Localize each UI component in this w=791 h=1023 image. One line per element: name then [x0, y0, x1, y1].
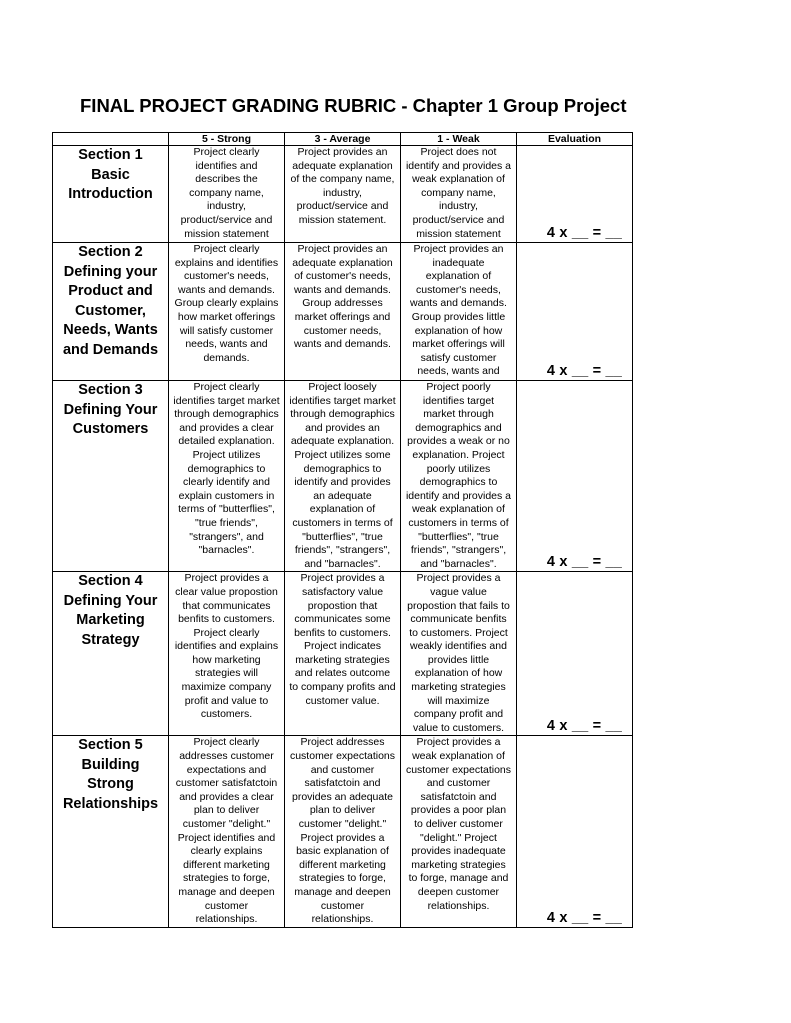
header-strong: 5 - Strong [169, 133, 285, 146]
criteria-strong-line: terms of "butterflies", [178, 503, 275, 516]
criteria-strong-line: Project provides a [184, 572, 269, 585]
score-formula: 4 x __ = __ [546, 910, 622, 927]
header-weak: 1 - Weak [401, 133, 517, 146]
criteria-average-line: customer value. [305, 694, 380, 707]
section-title-line: Basic [91, 166, 130, 183]
criteria-average-line: basic explanation of [296, 845, 389, 858]
criteria-weak-line: explanation of [425, 270, 492, 283]
section-title-line: Customers [72, 421, 149, 437]
criteria-weak-line: satisfatctoin and [420, 790, 497, 803]
criteria-average-line: industry, [323, 186, 362, 199]
header-section [53, 133, 169, 146]
criteria-weak-line: Project provides an [413, 243, 504, 255]
criteria-weak-line: to customers. Project [409, 626, 508, 639]
criteria-strong-line: Project clearly [193, 626, 260, 639]
criteria-strong-line: how market offerings [177, 310, 276, 323]
criteria-strong-line: different marketing [183, 858, 270, 871]
section-title [53, 146, 169, 243]
criteria-weak-line: vague value [430, 585, 487, 598]
criteria-weak-line: mission statement [416, 227, 501, 240]
criteria-strong-line: that communicates [182, 599, 271, 612]
criteria-strong [169, 381, 285, 572]
criteria-weak-line: product/service and [412, 213, 505, 226]
rubric-row-section-4 [53, 572, 633, 736]
criteria-strong-line: clear value propostion [175, 585, 278, 598]
score-formula: 4 x __ = __ [546, 363, 622, 379]
criteria-weak-line: deepen customer [417, 885, 500, 898]
criteria-weak-line: explanation. Project [412, 448, 505, 461]
criteria-strong-line: how marketing [192, 653, 261, 666]
rubric-row-section-2 [53, 243, 633, 381]
section-title-line: Customer, [75, 302, 146, 319]
rubric-row-section-3 [53, 381, 633, 572]
criteria-strong-line: Group clearly explains [174, 297, 279, 310]
criteria-weak-line: company name, [421, 186, 496, 199]
criteria-weak-line: customer's needs, [416, 283, 501, 296]
criteria-strong-line: company name, [189, 186, 264, 199]
criteria-strong-line: mission statement [184, 227, 269, 240]
criteria-weak-line: marketing strategies [411, 858, 506, 871]
section-title-line: Defining Your [63, 401, 158, 418]
criteria-average-line: mission statement. [298, 213, 387, 226]
criteria-average-line: of the company name, [290, 173, 395, 186]
criteria-strong-line: Project clearly [193, 736, 260, 749]
criteria-average-line: manage and deepen [294, 885, 391, 898]
criteria-weak-line: inadequate [432, 256, 485, 269]
criteria-strong-line: "barnacles". [198, 544, 255, 557]
criteria-average-line: adequate explanation [292, 256, 393, 269]
criteria-weak-line: Group provides little [411, 310, 506, 323]
criteria-strong [169, 146, 285, 243]
criteria-average-line: an adequate [313, 489, 372, 502]
criteria-average-line: wants and demands. [294, 338, 391, 351]
criteria-strong-line: addresses customer [179, 750, 274, 763]
criteria-strong-line: expectations and [186, 763, 267, 776]
criteria-strong-line: "strangers", and [189, 530, 264, 543]
criteria-weak-line: provides little [427, 653, 490, 666]
criteria-weak-line: "delight." Project [420, 831, 497, 844]
criteria-weak-line: Project provides a [416, 736, 501, 749]
criteria-strong-line: plan to deliver [193, 804, 260, 817]
criteria-average-line: Project provides an [297, 243, 388, 255]
evaluation-cell [517, 243, 633, 381]
section-title-line: Strong [87, 776, 134, 793]
criteria-weak [401, 381, 517, 572]
rubric-row-section-1 [53, 146, 633, 243]
criteria-average-line: relationships. [311, 913, 374, 926]
criteria-average-line: customer "delight." [298, 818, 387, 830]
criteria-strong-line: customers. [200, 708, 253, 721]
criteria-weak-line: to forge, manage and [408, 872, 509, 885]
criteria-strong-line: Project utilizes [192, 448, 261, 461]
section-title-line: Defining your [63, 263, 158, 280]
score-formula: 4 x __ = __ [546, 554, 622, 571]
criteria-strong-line: Project clearly [193, 381, 260, 393]
criteria-average-line: propostion that [307, 599, 378, 612]
criteria-weak-line: satisfy customer [420, 351, 497, 364]
criteria-weak-line: marketing strategies [411, 681, 506, 694]
section-title-line: Introduction [68, 186, 153, 202]
criteria-weak-line: customers in terms of [408, 516, 509, 529]
criteria-average-line: adequate explanation [292, 159, 393, 172]
criteria-strong-line: profit and value to [184, 694, 269, 707]
criteria-weak-line: provides a weak or no [407, 435, 510, 448]
criteria-weak-line: to deliver customer [414, 818, 503, 830]
section-title-line: Needs, Wants [63, 322, 158, 338]
criteria-weak-line: identify and provides a [405, 489, 512, 502]
criteria-strong-line: and provides a clear [179, 421, 274, 434]
criteria-weak-line: needs, wants and [417, 365, 500, 378]
criteria-strong-line: strategies will [194, 667, 259, 680]
criteria-strong-line: Project clearly [193, 243, 260, 255]
criteria-average-line: strategies to forge, [299, 872, 386, 885]
criteria-strong-line: wants and demands. [178, 283, 275, 296]
section-title [53, 736, 169, 928]
criteria-strong-line: through demographics [174, 408, 279, 421]
criteria-weak-line: weak explanation of [412, 173, 505, 186]
section-title-line: Building [81, 756, 140, 773]
criteria-average-line: Group addresses [302, 297, 383, 310]
criteria-average-line: explanation of [309, 503, 376, 516]
criteria-weak-line: and customer [426, 777, 491, 790]
criteria-average-line: and customer [310, 763, 375, 776]
criteria-strong-line: describes the [195, 173, 258, 186]
criteria-average-line: adequate explanation. [290, 435, 395, 448]
criteria-strong-line: identifies target market [173, 394, 280, 407]
criteria-weak-line: Project does not [420, 146, 497, 158]
criteria-average-line: identify and provides [294, 476, 391, 489]
criteria-weak [401, 736, 517, 928]
header-average: 3 - Average [285, 133, 401, 146]
criteria-weak-line: explanation of how [414, 324, 503, 337]
criteria-weak-line: relationships. [427, 899, 490, 912]
criteria-average-line: Project provides a [300, 831, 385, 844]
page-title: FINAL PROJECT GRADING RUBRIC - Chapter 1 Group Project [80, 95, 627, 116]
criteria-average-line: market offerings and [294, 310, 391, 323]
criteria-average-line: customer expectations [289, 750, 396, 763]
header-evaluation: Evaluation [517, 133, 633, 146]
criteria-average [285, 146, 401, 243]
criteria-weak-line: company profit and [413, 708, 504, 721]
criteria-weak-line: Project poorly [426, 381, 491, 393]
section-title-line: Marketing [76, 612, 145, 629]
evaluation-cell [517, 572, 633, 736]
criteria-average-line: friends", "strangers", [294, 544, 391, 557]
criteria-average-line: customer needs, [303, 324, 382, 337]
criteria-weak-line: weak explanation of [412, 503, 505, 516]
criteria-strong-line: industry, [207, 200, 246, 213]
section-title-line: Defining Your [63, 592, 158, 609]
score-formula: 4 x __ = __ [546, 225, 622, 241]
criteria-strong-line: benfits to customers. [178, 613, 275, 626]
criteria-weak-line: weakly identifies and [410, 640, 507, 653]
criteria-weak-line: provides a poor plan [410, 804, 507, 817]
criteria-weak-line: identifies target [422, 394, 495, 407]
criteria-weak-line: customer expectations [405, 763, 512, 776]
section-title-line: Section 2 [78, 244, 143, 260]
criteria-strong-line: clearly explains [190, 845, 263, 858]
section-title-line: Section 5 [78, 737, 143, 754]
criteria-average-line: identifies target market [289, 394, 396, 407]
criteria-average-line: of customer's needs, [294, 270, 391, 283]
criteria-strong-line: identifies and [195, 159, 258, 172]
criteria-average-line: product/service and [296, 200, 389, 213]
criteria-average [285, 736, 401, 928]
criteria-weak-line: industry, [439, 200, 478, 213]
criteria-average-line: Project provides an [297, 146, 388, 158]
criteria-weak-line: market through [423, 408, 494, 421]
criteria-weak-line: explanation of how [414, 667, 503, 680]
criteria-average-line: satisfatctoin and [304, 777, 381, 790]
criteria-strong-line: customer [204, 899, 249, 912]
rubric-table [52, 132, 633, 928]
criteria-strong-line: Project clearly [193, 146, 260, 158]
evaluation-cell [517, 146, 633, 243]
criteria-weak-line: weak explanation of [412, 750, 505, 763]
criteria-strong-line: strategies to forge, [183, 872, 270, 885]
criteria-strong-line: demographics to [187, 462, 266, 475]
criteria-average-line: Project provides a [300, 572, 385, 585]
criteria-weak-line: wants and demands. [410, 297, 507, 310]
criteria-strong-line: Project identifies and [177, 831, 276, 844]
criteria-average-line: customers in terms of [292, 516, 393, 529]
header-row [53, 133, 633, 146]
criteria-average-line: customer [320, 899, 365, 912]
section-title-line: Relationships [62, 795, 159, 812]
criteria-average-line: provides an adequate [292, 790, 393, 803]
criteria-strong-line: needs, wants and [185, 338, 268, 351]
criteria-average-line: and relates outcome [294, 667, 391, 680]
criteria-weak [401, 243, 517, 381]
section-title [53, 572, 169, 736]
criteria-strong-line: explains and identifies [174, 256, 279, 269]
criteria-weak-line: friends", "strangers", [410, 544, 507, 557]
section-title [53, 381, 169, 572]
evaluation-cell [517, 736, 633, 928]
score-formula: 4 x __ = __ [546, 718, 622, 735]
criteria-average-line: to company profits and [289, 681, 396, 694]
evaluation-cell [517, 381, 633, 572]
criteria-average-line: Project loosely [308, 381, 377, 393]
criteria-average-line: demographics to [303, 462, 382, 475]
criteria-average-line: Project addresses [300, 736, 385, 749]
criteria-average-line: marketing strategies [295, 653, 390, 666]
criteria-average-line: benfits to customers. [294, 626, 391, 639]
rubric-row-section-5 [53, 736, 633, 928]
criteria-weak-line: "butterflies", "true [418, 530, 499, 543]
criteria-strong-line: detailed explanation. [178, 435, 275, 448]
criteria-average-line: and "barnacles". [304, 557, 381, 570]
criteria-strong-line: explain customers in [178, 489, 275, 502]
criteria-average-line: Project indicates [303, 640, 382, 653]
criteria-weak-line: propostion that fails to [407, 599, 510, 612]
criteria-weak-line: will maximize [427, 694, 490, 707]
criteria-strong-line: customer satisfatctoin [175, 777, 278, 790]
criteria-weak [401, 146, 517, 243]
section-title-line: Section 4 [78, 573, 143, 590]
criteria-weak-line: provides inadequate [411, 845, 506, 858]
criteria-strong-line: identifies and explains [174, 640, 279, 653]
criteria-weak-line: communicate benfits [410, 613, 507, 626]
criteria-weak-line: Project provides a [416, 572, 501, 585]
criteria-strong-line: manage and deepen [178, 885, 275, 898]
criteria-strong-line: customer "delight." [182, 818, 271, 830]
criteria-strong-line: will satisfy customer [179, 324, 274, 337]
criteria-average [285, 381, 401, 572]
criteria-strong-line: maximize company [181, 681, 272, 694]
criteria-weak-line: value to customers. [412, 721, 505, 734]
criteria-strong-line: clearly identify and [183, 476, 270, 489]
criteria-weak-line: demographics to [419, 476, 498, 489]
criteria-weak-line: poorly utilizes [426, 462, 491, 475]
criteria-strong-line: product/service and [180, 213, 273, 226]
criteria-strong-line: customer's needs, [184, 270, 269, 283]
section-title [53, 243, 169, 381]
criteria-average-line: different marketing [299, 858, 386, 871]
criteria-average-line: plan to deliver [309, 804, 376, 817]
criteria-strong-line: "true friends", [195, 516, 258, 529]
section-title-line: Section 1 [78, 147, 143, 163]
criteria-average-line: "butterflies", "true [302, 530, 383, 543]
criteria-average-line: and provides an [305, 421, 380, 434]
criteria-weak-line: demographics and [415, 421, 502, 434]
criteria-strong-line: and provides a clear [179, 790, 274, 803]
section-title-line: Section 3 [78, 382, 143, 398]
criteria-strong-line: relationships. [195, 913, 258, 926]
criteria-weak-line: identify and provides a [405, 159, 512, 172]
criteria-average-line: wants and demands. [294, 283, 391, 296]
criteria-weak-line: and "barnacles". [420, 557, 497, 570]
section-title-line: Strategy [81, 631, 140, 648]
criteria-average [285, 572, 401, 736]
criteria-weak [401, 572, 517, 736]
criteria-strong [169, 572, 285, 736]
criteria-average-line: through demographics [290, 408, 395, 421]
criteria-weak-line: market offerings will [412, 338, 505, 351]
section-title-line: and Demands [62, 341, 159, 358]
criteria-strong [169, 243, 285, 381]
criteria-average-line: satisfactory value [301, 585, 384, 598]
criteria-average-line: communicates some [294, 613, 391, 626]
criteria-strong [169, 736, 285, 928]
criteria-strong-line: demands. [203, 351, 250, 364]
section-title-line: Product and [68, 283, 153, 299]
criteria-average-line: Project utilizes some [294, 448, 391, 461]
criteria-average [285, 243, 401, 381]
